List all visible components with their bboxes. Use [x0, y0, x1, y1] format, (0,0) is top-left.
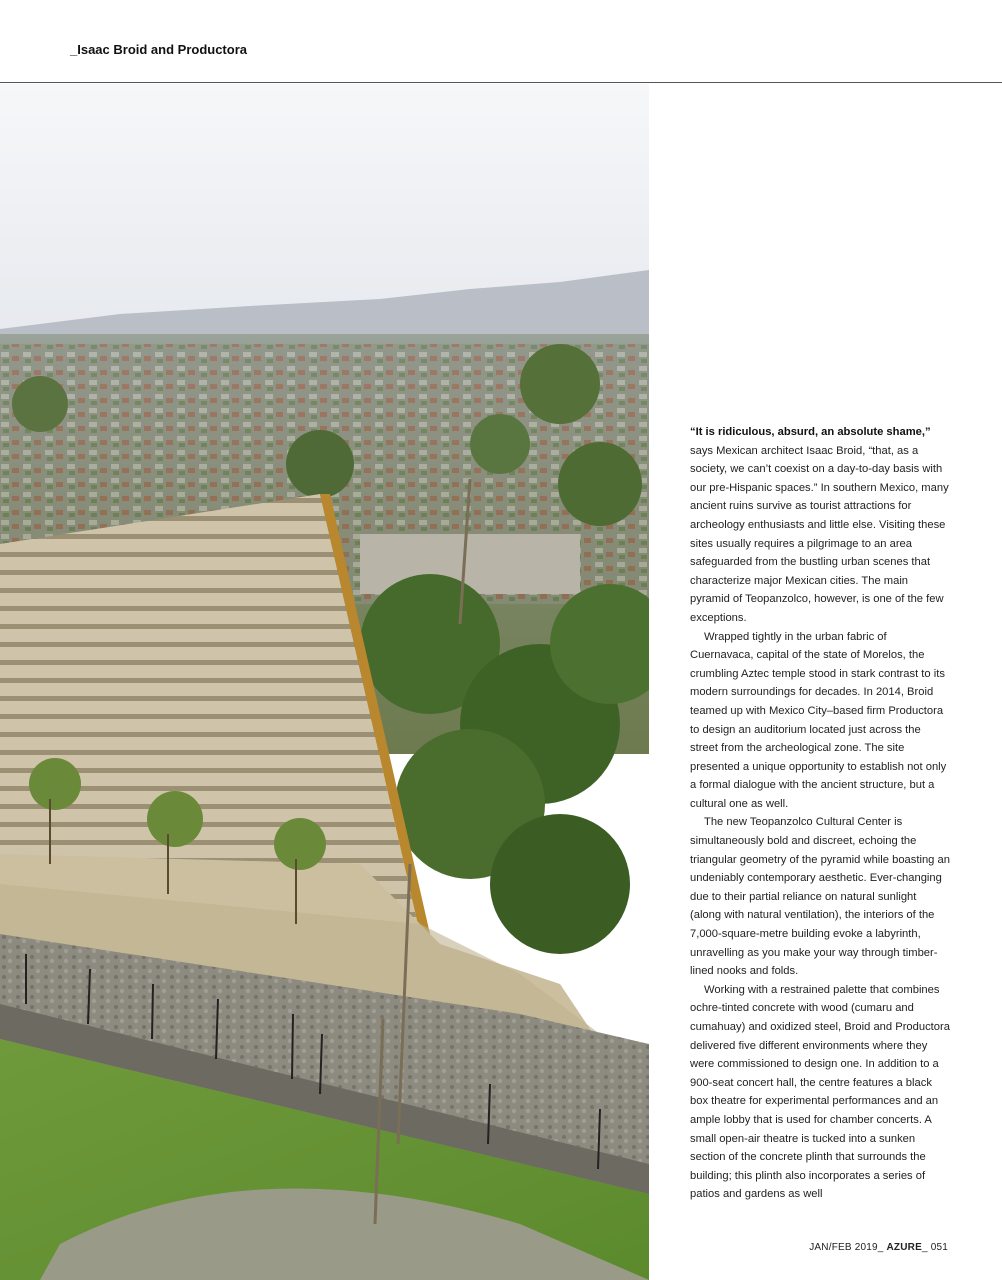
section-title: _Isaac Broid and Productora: [70, 42, 247, 57]
article-paragraph-3: The new Teopanzolco Cultural Center is simultaneously bold and discreet, echoing the triangular geometry of the pyramid while boasting an undeniably contemporary aesthetic. Ever-changing due to their partial reliance on natural sunlight (along with natural ventilation), the interiors of the 7,000-square-metre building evoke a labyrinth, unravelling as you make your way through timber-lined nooks and folds.: [690, 816, 950, 978]
page-number: _ 051: [921, 1242, 948, 1253]
magazine-name: AZURE: [886, 1242, 922, 1253]
article-paragraph-2: Wrapped tightly in the urban fabric of Cuernavaca, capital of the state of Morelos, the crumbling Aztec temple stood in stark contrast to its modern surroundings for decades. In 2014, Broid teamed up with Mexico City–based firm Productora to design an auditorium located just across the street from the archeological zone. The site presented a unique opportunity to establish not only a formal dialogue with the ancient structure, but a cultural one as well.: [690, 630, 947, 810]
aerial-photo: [0, 84, 649, 1280]
paragraph-1-text: says Mexican architect Isaac Broid, “that, as a society, we can’t coexist on a day-to-day basis with our pre-Hispanic spaces.” In southern Mexico, many ancient ruins survive as tourist attractions for archeology enthusiasts and little else. Visiting these sites usually requires a pilgrimage to an area safeguarded from the bustling urban scenes that characterize major Mexican cities. The main pyramid of Teopanzolco, however, is one of the few exceptions.: [690, 444, 949, 624]
article-paragraph-4: Working with a restrained palette that combines ochre-tinted concrete with wood (cumaru and cumahuay) and oxidized steel, Broid and Productora delivered five different environments where they were commissioned to design one. In addition to a 900-seat concert hall, the centre features a black box theatre for experimental performances and an ample lobby that is used for chamber concerts. A small open-air theatre is tucked into a sunken section of the concrete plinth that surrounds the building; this plinth also incorporates a series of patios and gardens as well: [690, 983, 950, 1201]
lead-quote: “It is ridiculous, absurd, an absolute shame,”: [690, 426, 931, 438]
article-body: [690, 423, 950, 1204]
header-divider: [0, 82, 1002, 83]
article-paragraph-1: [690, 423, 950, 628]
issue-date: JAN/FEB 2019_: [809, 1242, 887, 1253]
page-footer: [809, 1242, 948, 1253]
